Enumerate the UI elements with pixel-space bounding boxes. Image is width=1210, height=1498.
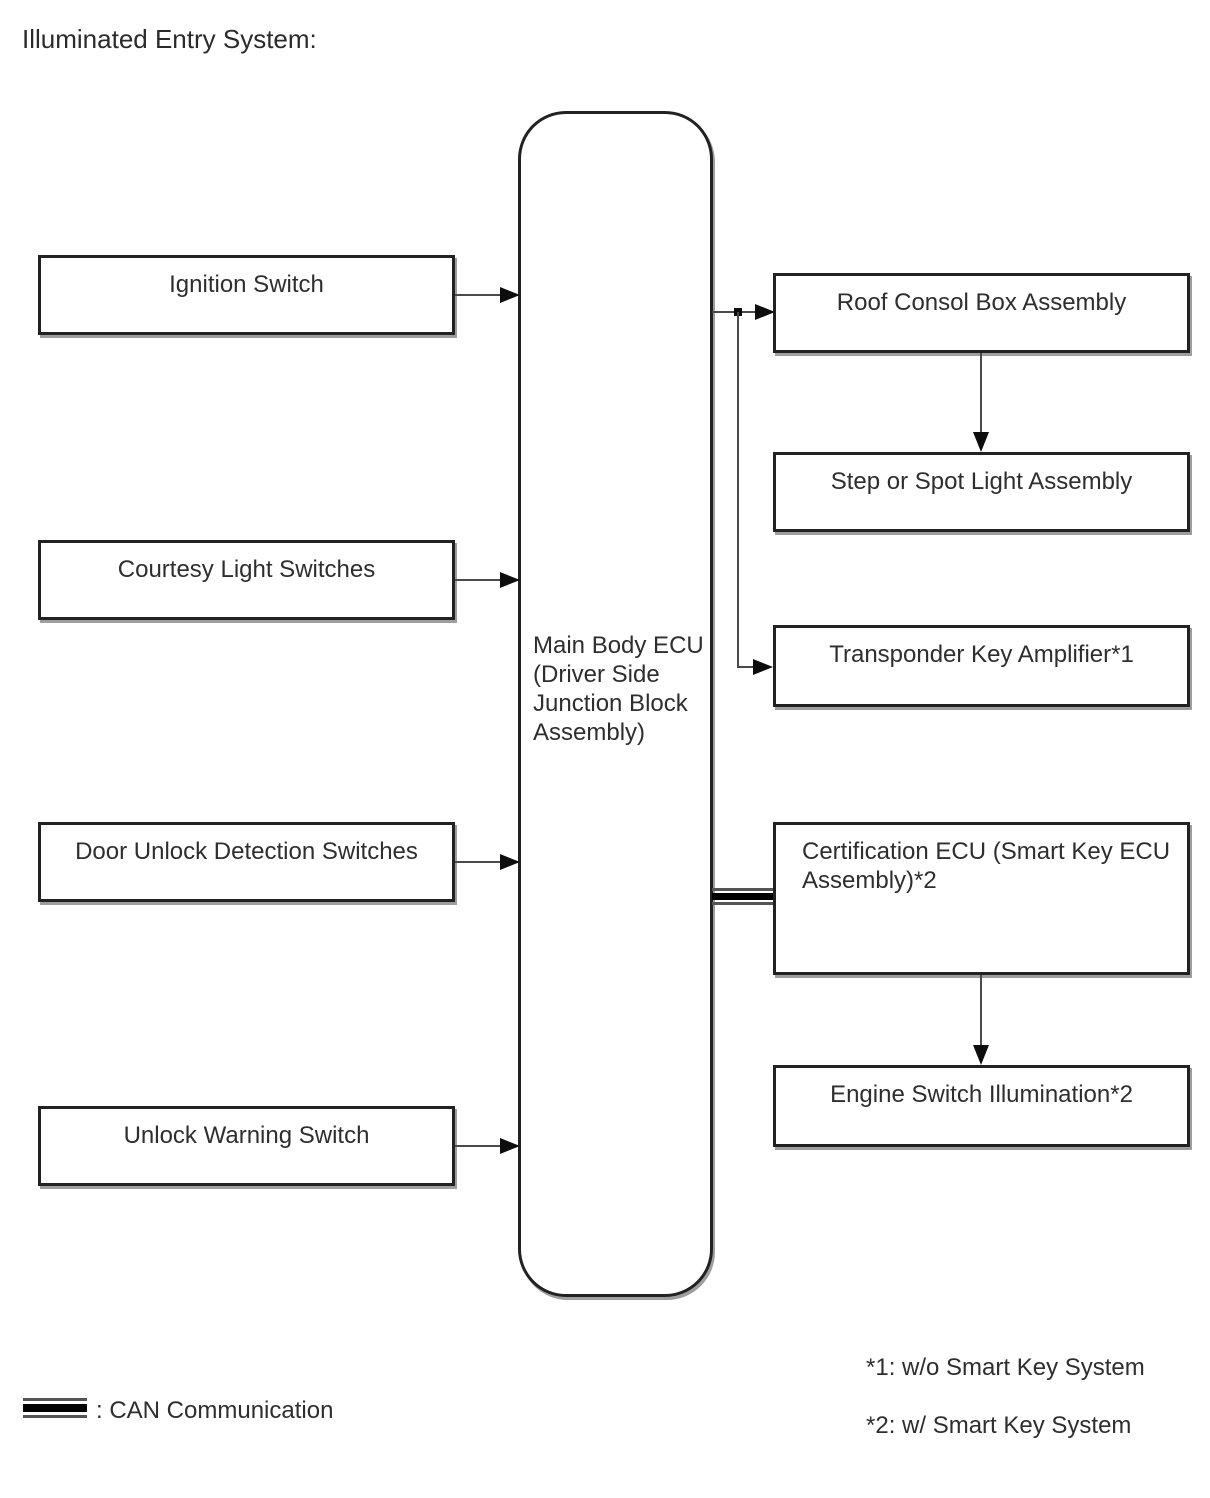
arrowhead-right-icon xyxy=(500,572,520,588)
input-node-unlock-warning-switch xyxy=(38,1106,455,1186)
can-line-bottom xyxy=(712,902,773,905)
node-label: Roof Consol Box Assembly xyxy=(836,289,1127,316)
input-node-ignition-switch xyxy=(38,255,455,335)
connector-door-unlock-to-ecu-line xyxy=(455,861,501,863)
footnote-2: *2: w/ Smart Key System xyxy=(866,1412,1132,1439)
arrowhead-right-icon xyxy=(753,659,773,675)
node-label: Courtesy Light Switches xyxy=(117,556,376,583)
legend-can-label: : CAN Communication xyxy=(96,1397,334,1424)
arrowhead-down-icon xyxy=(973,432,989,452)
input-node-door-unlock-detection-switches xyxy=(38,822,455,902)
node-label: Engine Switch Illumination*2 xyxy=(830,1081,1133,1108)
connector-ignition-to-ecu-line xyxy=(455,294,501,296)
connector-unlock-warning-to-ecu-line xyxy=(455,1145,501,1147)
connector-roof-to-steplight-line xyxy=(980,353,982,433)
can-line-top xyxy=(23,1398,87,1401)
connector-certification-to-engine-line xyxy=(980,975,982,1045)
output-node-engine-switch-illumination xyxy=(773,1065,1190,1147)
arrowhead-right-icon xyxy=(500,1138,520,1154)
can-line-middle xyxy=(712,893,773,900)
footnote-1: *1: w/o Smart Key System xyxy=(866,1354,1145,1381)
node-label: Ignition Switch xyxy=(169,271,324,298)
output-node-roof-consol-box-assembly xyxy=(773,273,1190,353)
can-line-bottom xyxy=(23,1415,87,1418)
arrowhead-right-icon xyxy=(500,287,520,303)
arrowhead-right-icon xyxy=(755,304,775,320)
connector-courtesy-to-ecu-line xyxy=(455,579,501,581)
arrowhead-right-icon xyxy=(500,854,520,870)
node-label: Door Unlock Detection Switches xyxy=(75,838,418,865)
node-label: Transponder Key Amplifier*1 xyxy=(829,641,1134,668)
ecu-hub-label: Main Body ECU (Driver Side Junction Block Assembly) xyxy=(533,632,704,746)
connector-branch-down-line xyxy=(737,312,739,667)
node-label: Unlock Warning Switch xyxy=(123,1122,370,1149)
page-title: Illuminated Entry System: xyxy=(22,24,317,54)
output-node-certification-ecu xyxy=(773,822,1190,975)
arrowhead-down-icon xyxy=(973,1045,989,1065)
connector-branch-to-transponder-line xyxy=(737,666,753,668)
can-line-middle xyxy=(23,1404,87,1412)
output-node-step-or-spot-light-assembly xyxy=(773,452,1190,532)
can-line-top xyxy=(712,888,773,891)
output-node-transponder-key-amplifier xyxy=(773,625,1190,707)
input-node-courtesy-light-switches xyxy=(38,540,455,620)
node-label: Step or Spot Light Assembly xyxy=(830,468,1133,495)
node-label: Certification ECU (Smart Key ECU Assembly)*2 xyxy=(802,838,1171,894)
